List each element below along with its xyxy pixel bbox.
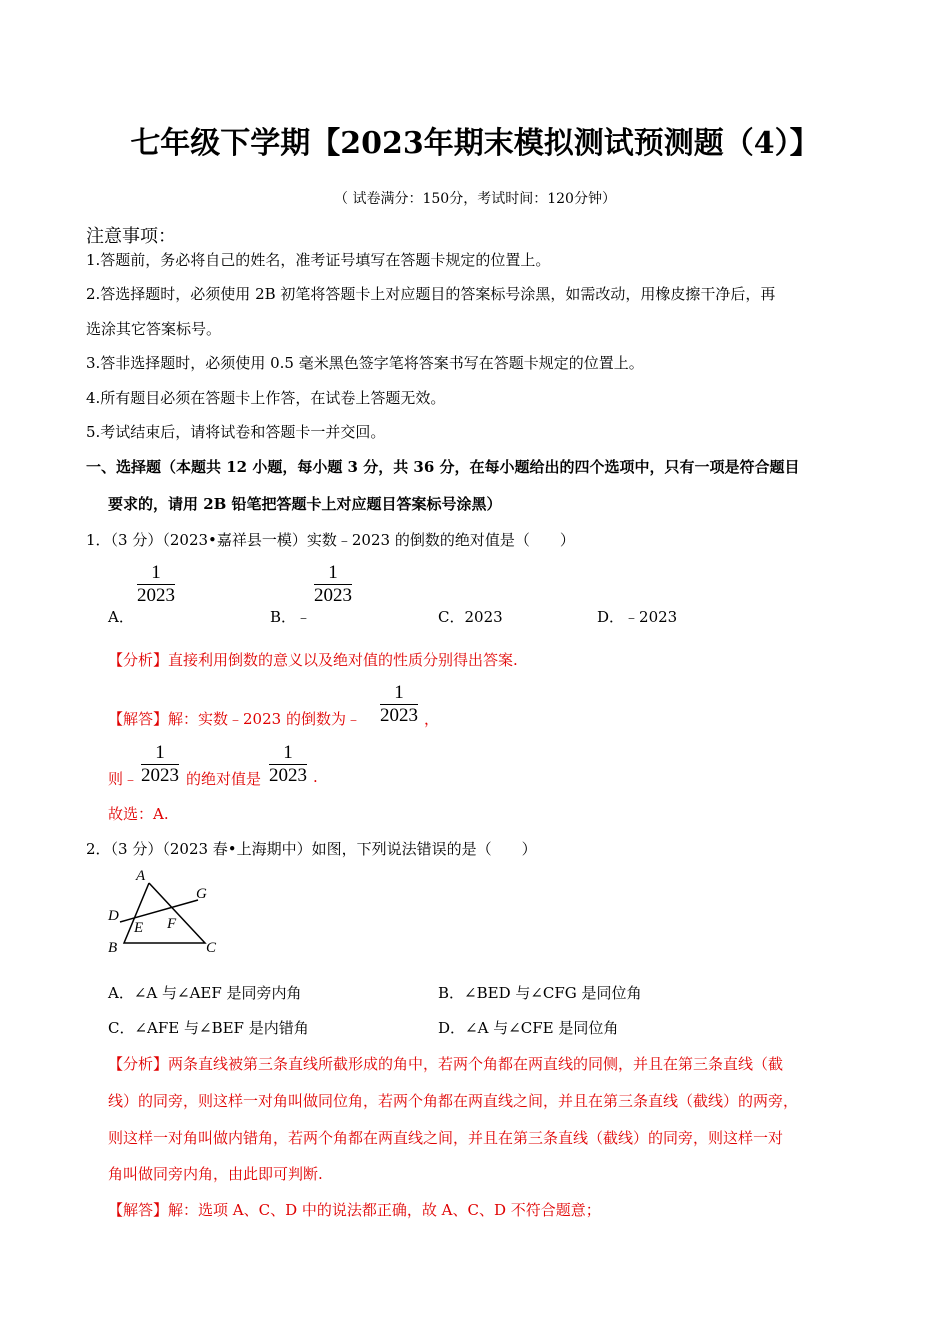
question-1-stem: 1．（3 分）（2023•嘉祥县一模）实数﹣2023 的倒数的绝对值是（ ） bbox=[86, 531, 575, 549]
label-b: B bbox=[108, 940, 118, 956]
label-d: D bbox=[108, 908, 119, 924]
label-a: A bbox=[136, 868, 146, 884]
option-d: D．∠A 与∠CFE 是同位角 bbox=[438, 1019, 619, 1037]
notice-item: 选涂其它答案标号。 bbox=[86, 320, 222, 338]
triangle-figure bbox=[100, 862, 230, 957]
analysis: 【分析】两条直线被第三条直线所截形成的角中，若两个角都在两直线的同侧，并且在第三条直线（截 bbox=[108, 1055, 784, 1073]
option-a: A． bbox=[108, 608, 134, 626]
analysis: 角叫做同旁内角，由此即可判断. bbox=[108, 1165, 323, 1183]
section-heading: 要求的，请用 2B 铅笔把答题卡上对应题目答案标号涂黑） bbox=[108, 495, 502, 513]
section-heading: 一、选择题（本题共 12 小题，每小题 3 分，共 36 分，在每小题给出的四个选项中，只有一项是符合题目 bbox=[86, 458, 800, 476]
analysis: 则这样一对角叫做内错角，若两个角都在两直线之间，并且在第三条直线（截线）的同旁，则这样一对 bbox=[108, 1129, 784, 1147]
label-e: E bbox=[134, 920, 144, 936]
answer: 故选：A. bbox=[108, 805, 169, 823]
label-c: C bbox=[206, 940, 217, 956]
punct: ， bbox=[424, 710, 440, 728]
option-b: B．∠BED 与∠CFG 是同位角 bbox=[438, 984, 642, 1002]
label-g: G bbox=[196, 886, 207, 902]
notice-item: 1.答题前，务必将自己的姓名，准考证号填写在答题卡规定的位置上。 bbox=[86, 251, 551, 269]
fraction: $\frac{1}{2023}$ bbox=[380, 682, 418, 726]
solution: 的绝对值是 bbox=[186, 770, 262, 788]
notice-item: 5.考试结束后，请将试卷和答题卡一并交回。 bbox=[86, 423, 386, 441]
option-c: C．∠AFE 与∠BEF 是内错角 bbox=[108, 1019, 309, 1037]
solution: 【解答】解：实数﹣2023 的倒数为﹣ bbox=[108, 710, 361, 728]
notice-item: 3.答非选择题时，必须使用 0.5 毫米黑色签字笔将答案书写在答题卡规定的位置上。 bbox=[86, 354, 644, 372]
fraction: $\frac{1}{2023}$ bbox=[141, 742, 179, 786]
fraction: $\frac{1}{2023}$ bbox=[137, 562, 175, 606]
solution: 【解答】解：选项 A、C、D 中的说法都正确，故 A、C、D 不符合题意； bbox=[108, 1201, 601, 1219]
punct: . bbox=[313, 768, 318, 786]
fraction: $\frac{1}{2023}$ bbox=[314, 562, 352, 606]
question-2-stem: 2．（3 分）（2023 春•上海期中）如图，下列说法错误的是（ ） bbox=[86, 840, 537, 858]
option-b: B．﹣ bbox=[270, 608, 312, 626]
notice-item: 2.答选择题时，必须使用 2B 初笔将答题卡上对应题目的答案标号涂黑，如需改动，用橡皮擦干净后，再 bbox=[86, 285, 776, 303]
subtitle: （ 试卷满分：150分，考试时间：120分钟） bbox=[334, 191, 616, 207]
page-title: 七年级下学期【2023年期末模拟测试预测题（4）】 bbox=[130, 126, 820, 161]
solution: 则﹣ bbox=[108, 770, 139, 788]
option-d: D．﹣2023 bbox=[597, 608, 678, 626]
fraction: $\frac{1}{2023}$ bbox=[269, 742, 307, 786]
analysis: 线）的同旁，则这样一对角叫做同位角，若两个角都在两直线之间，并且在第三条直线（截线）的两旁， bbox=[108, 1092, 799, 1110]
notice-heading: 注意事项： bbox=[86, 226, 176, 247]
option-c: C．2023 bbox=[438, 608, 503, 626]
notice-item: 4.所有题目必须在答题卡上作答，在试卷上答题无效。 bbox=[86, 389, 446, 407]
label-f: F bbox=[167, 916, 177, 932]
option-a: A．∠A 与∠AEF 是同旁内角 bbox=[108, 984, 302, 1002]
analysis: 【分析】直接利用倒数的意义以及绝对值的性质分别得出答案. bbox=[108, 651, 518, 669]
